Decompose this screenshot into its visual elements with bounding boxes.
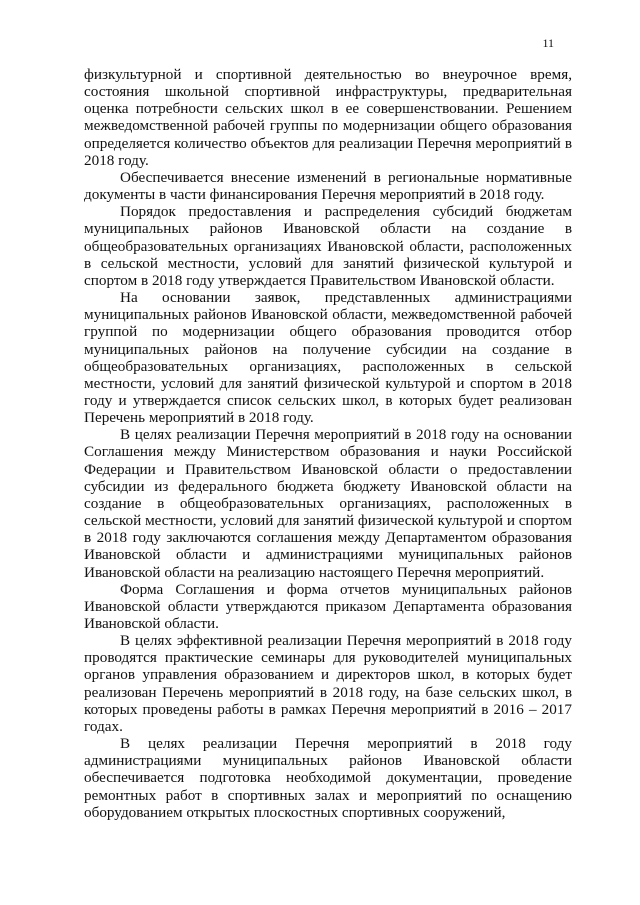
paragraph: В целях реализации Перечня мероприятий в 2018 году на основании Соглашения между Министерством образования и науки Российской Федерации и Правительством Ивановской области о предоставлении субсидии из федерального бюджета бюджету Ивановской области на создание в общеобразовательных организациях, расположенных в сельской местности, условий для занятий физической культурой и спортом в 2018 году заключаются соглашения между Департаментом образования Ивановской области и администрациями муниципальных районов Ивановской области на реализацию настоящего Перечня мероприятий.	[84, 426, 572, 581]
paragraph: На основании заявок, представленных администрациями муниципальных районов Ивановской области, межведомственной рабочей группой по модернизации общего образования проводится отбор муниципальных районов на получение субсидии на создание в общеобразовательных организациях, расположенных в сельской местности, условий для занятий физической культурой и спортом в 2018 году и утверждается список сельских школ, в которых будет реализован Перечень мероприятий в 2018 году.	[84, 289, 572, 427]
body-text	[84, 66, 572, 821]
paragraph: Форма Соглашения и форма отчетов муниципальных районов Ивановской области утверждаются приказом Департамента образования Ивановской области.	[84, 580, 572, 632]
paragraph: Обеспечивается внесение изменений в региональные нормативные документы в части финансирования Перечня мероприятий в 2018 году.	[84, 168, 572, 204]
paragraph: физкультурной и спортивной деятельностью во внеурочное время, состояния школьной спортивной инфраструктуры, предварительная оценка потребности сельских школ в ее совершенствовании. Решением межведомственной рабочей группы по модернизации общего образования определяется количество объектов для реализации Перечня мероприятий в 2018 году.	[84, 66, 572, 169]
paragraph: Порядок предоставления и распределения субсидий бюджетам муниципальных районов Ивановской области на создание в общеобразовательных организациях Ивановской области, расположенных в сельской местности, условий для занятий физической культурой и спортом в 2018 году утверждается Правительством Ивановской области.	[84, 203, 572, 289]
paragraph: В целях эффективной реализации Перечня мероприятий в 2018 году проводятся практические семинары для руководителей муниципальных органов управления образованием и директоров школ, в которых будет реализован Перечень мероприятий в 2018 году, на базе сельских школ, в которых проведены работы в рамках Перечня мероприятий в 2016 – 2017 годах.	[84, 632, 572, 735]
page-number: 11	[542, 36, 554, 50]
paragraph: В целях реализации Перечня мероприятий в 2018 году администрациями муниципальных районов Ивановской области обеспечивается подготовка необходимой документации, проведение ремонтных работ в спортивных залах и мероприятий по оснащению оборудованием открытых плоскостных спортивных сооружений,	[84, 735, 572, 821]
